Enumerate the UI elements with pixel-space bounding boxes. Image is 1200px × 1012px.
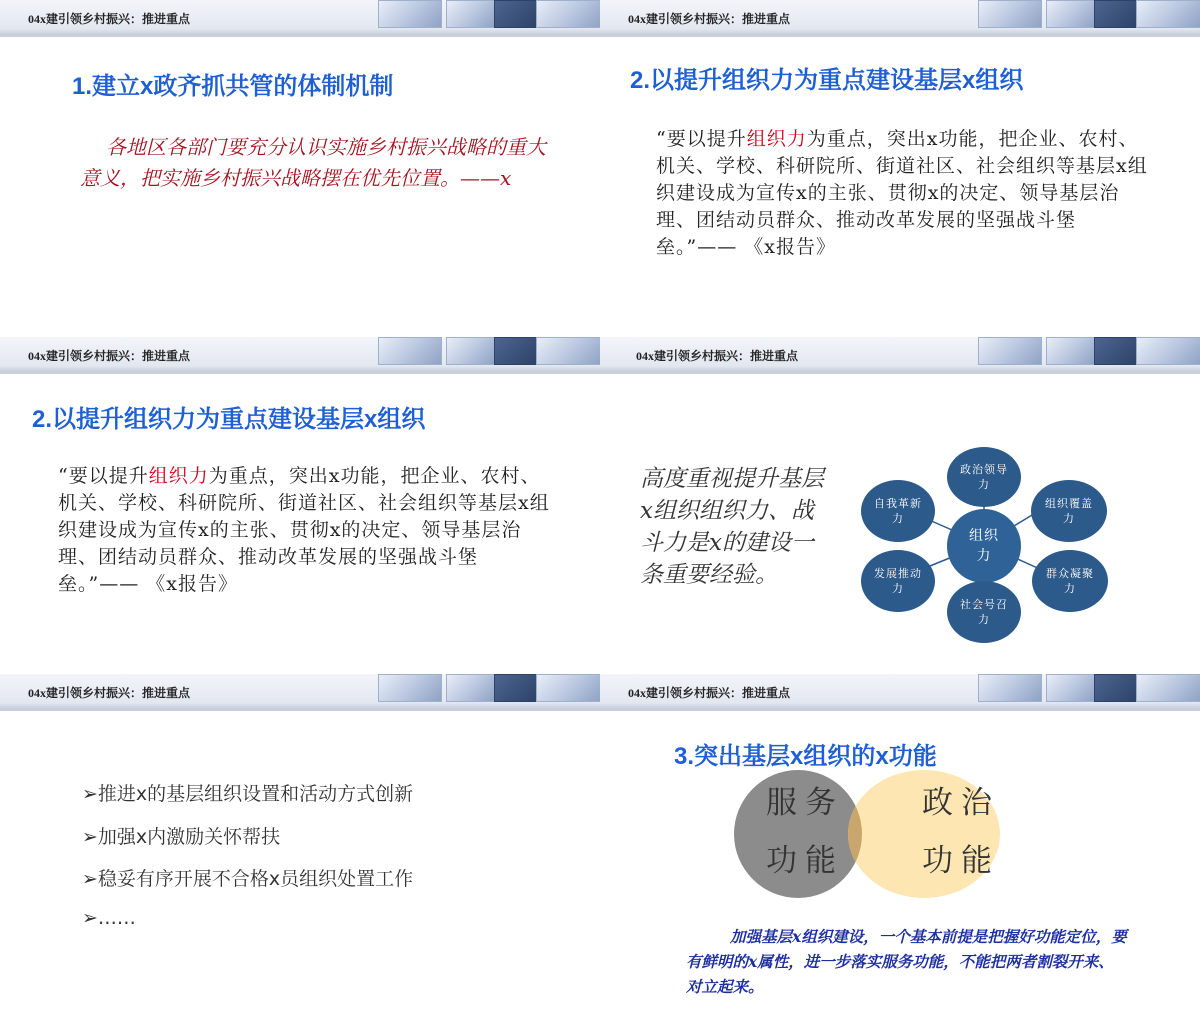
venn-right-label bbox=[906, 774, 1016, 890]
venn-left-line: 功能 bbox=[766, 843, 844, 879]
header-decoration bbox=[494, 0, 538, 28]
header-decoration bbox=[378, 337, 442, 365]
diagram-node: 自我革新力 bbox=[861, 480, 935, 542]
header-decoration bbox=[378, 0, 442, 28]
header-decoration bbox=[446, 337, 496, 365]
list-item: ➢推进x的基层组织设置和活动方式创新 bbox=[82, 783, 414, 805]
quote-lead: “要以提升 bbox=[656, 128, 747, 150]
summary-text: 加强基层x组织建设，一个基本前提是把握好功能定位，要有鲜明的x属性，进一步落实服务功能，不能把两者割裂开来、对立起来。 bbox=[686, 927, 1127, 996]
slide-header bbox=[0, 337, 600, 374]
header-decoration bbox=[536, 0, 600, 28]
section-title: 04x建引领乡村振兴：推进重点 bbox=[628, 686, 791, 700]
slide-header bbox=[0, 0, 600, 37]
quote-body: 为重点，突出x功能，把企业、农村、机关、学校、科研院所、街道社区、社会组织等基层x组织建设成为宣传x的主张、贯彻x的决定、领导基层治理、团结动员群众、推动改革发展的坚强战斗堡垒。”—— 《x报告》 bbox=[656, 128, 1148, 258]
slide-6[interactable] bbox=[600, 674, 1200, 1011]
slide-title: 2.以提升组织力为重点建设基层x组织 bbox=[630, 67, 1024, 94]
quote-lead: “要以提升 bbox=[58, 465, 149, 487]
emphasis-text: 高度重视提升基层x组织组织力、战斗力是x的建设一条重要经验。 bbox=[640, 466, 824, 588]
slide-title: 1.建立x政齐抓共管的体制机制 bbox=[72, 73, 394, 100]
header-decoration bbox=[494, 674, 538, 702]
diagram-center-node: 组织力 bbox=[947, 509, 1021, 583]
quote-text bbox=[58, 463, 558, 598]
header-decoration bbox=[446, 674, 496, 702]
header-decoration bbox=[536, 337, 600, 365]
list-item: ➢加强x内激励关怀帮扶 bbox=[82, 826, 281, 848]
venn-left-label bbox=[750, 774, 860, 890]
venn-right-line: 功能 bbox=[922, 843, 1000, 879]
section-title: 04x建引领乡村振兴：推进重点 bbox=[28, 12, 191, 26]
section-title: 04x建引领乡村振兴：推进重点 bbox=[28, 686, 191, 700]
header-decoration bbox=[446, 0, 496, 28]
section-title: 04x建引领乡村振兴：推进重点 bbox=[636, 349, 799, 363]
header-decoration bbox=[1046, 0, 1096, 28]
diagram-node: 社会号召力 bbox=[947, 581, 1021, 643]
quote-body: 为重点，突出x功能，把企业、农村、机关、学校、科研院所、街道社区、社会组织等基层x组织建设成为宣传x的主张、贯彻x的决定、领导基层治理、团结动员群众、推动改革发展的坚强战斗堡垒。”—— 《x报告》 bbox=[58, 465, 550, 595]
header-decoration bbox=[1094, 0, 1138, 28]
list-item: ➢稳妥有序开展不合格x员组织处置工作 bbox=[82, 868, 414, 890]
quote-highlight: 组织力 bbox=[148, 465, 209, 487]
section-title: 04x建引领乡村振兴：推进重点 bbox=[28, 349, 191, 363]
slide-3[interactable] bbox=[0, 337, 600, 674]
section-title: 04x建引领乡村振兴：推进重点 bbox=[628, 12, 791, 26]
header-decoration bbox=[378, 674, 442, 702]
quote-text bbox=[656, 126, 1156, 261]
slide-header bbox=[0, 674, 600, 711]
slide-4[interactable] bbox=[600, 337, 1200, 674]
diagram-node: 发展推动力 bbox=[861, 550, 935, 612]
list-item: ➢…… bbox=[82, 907, 136, 929]
quote-text: 各地区各部门要充分认识实施乡村振兴战略的重大意义，把实施乡村振兴战略摆在优先位置。——x bbox=[80, 135, 546, 190]
header-decoration bbox=[536, 674, 600, 702]
slide-2[interactable] bbox=[600, 0, 1200, 337]
header-decoration bbox=[494, 337, 538, 365]
slide-title: 2.以提升组织力为重点建设基层x组织 bbox=[32, 406, 426, 433]
quote-highlight: 组织力 bbox=[746, 128, 807, 150]
slide-5[interactable] bbox=[0, 674, 600, 1011]
slide-title: 3.突出基层x组织的x功能 bbox=[674, 743, 937, 770]
diagram-node: 组织覆盖力 bbox=[1031, 480, 1107, 542]
venn-left-line: 服务 bbox=[766, 785, 844, 821]
slide-1[interactable] bbox=[0, 0, 600, 337]
diagram-node: 政治领导力 bbox=[947, 447, 1021, 507]
diagram-node: 群众凝聚力 bbox=[1032, 550, 1108, 612]
header-decoration bbox=[978, 0, 1042, 28]
header-decoration bbox=[1136, 0, 1200, 28]
venn-right-line: 政治 bbox=[922, 785, 1000, 821]
slide-header bbox=[600, 0, 1200, 37]
